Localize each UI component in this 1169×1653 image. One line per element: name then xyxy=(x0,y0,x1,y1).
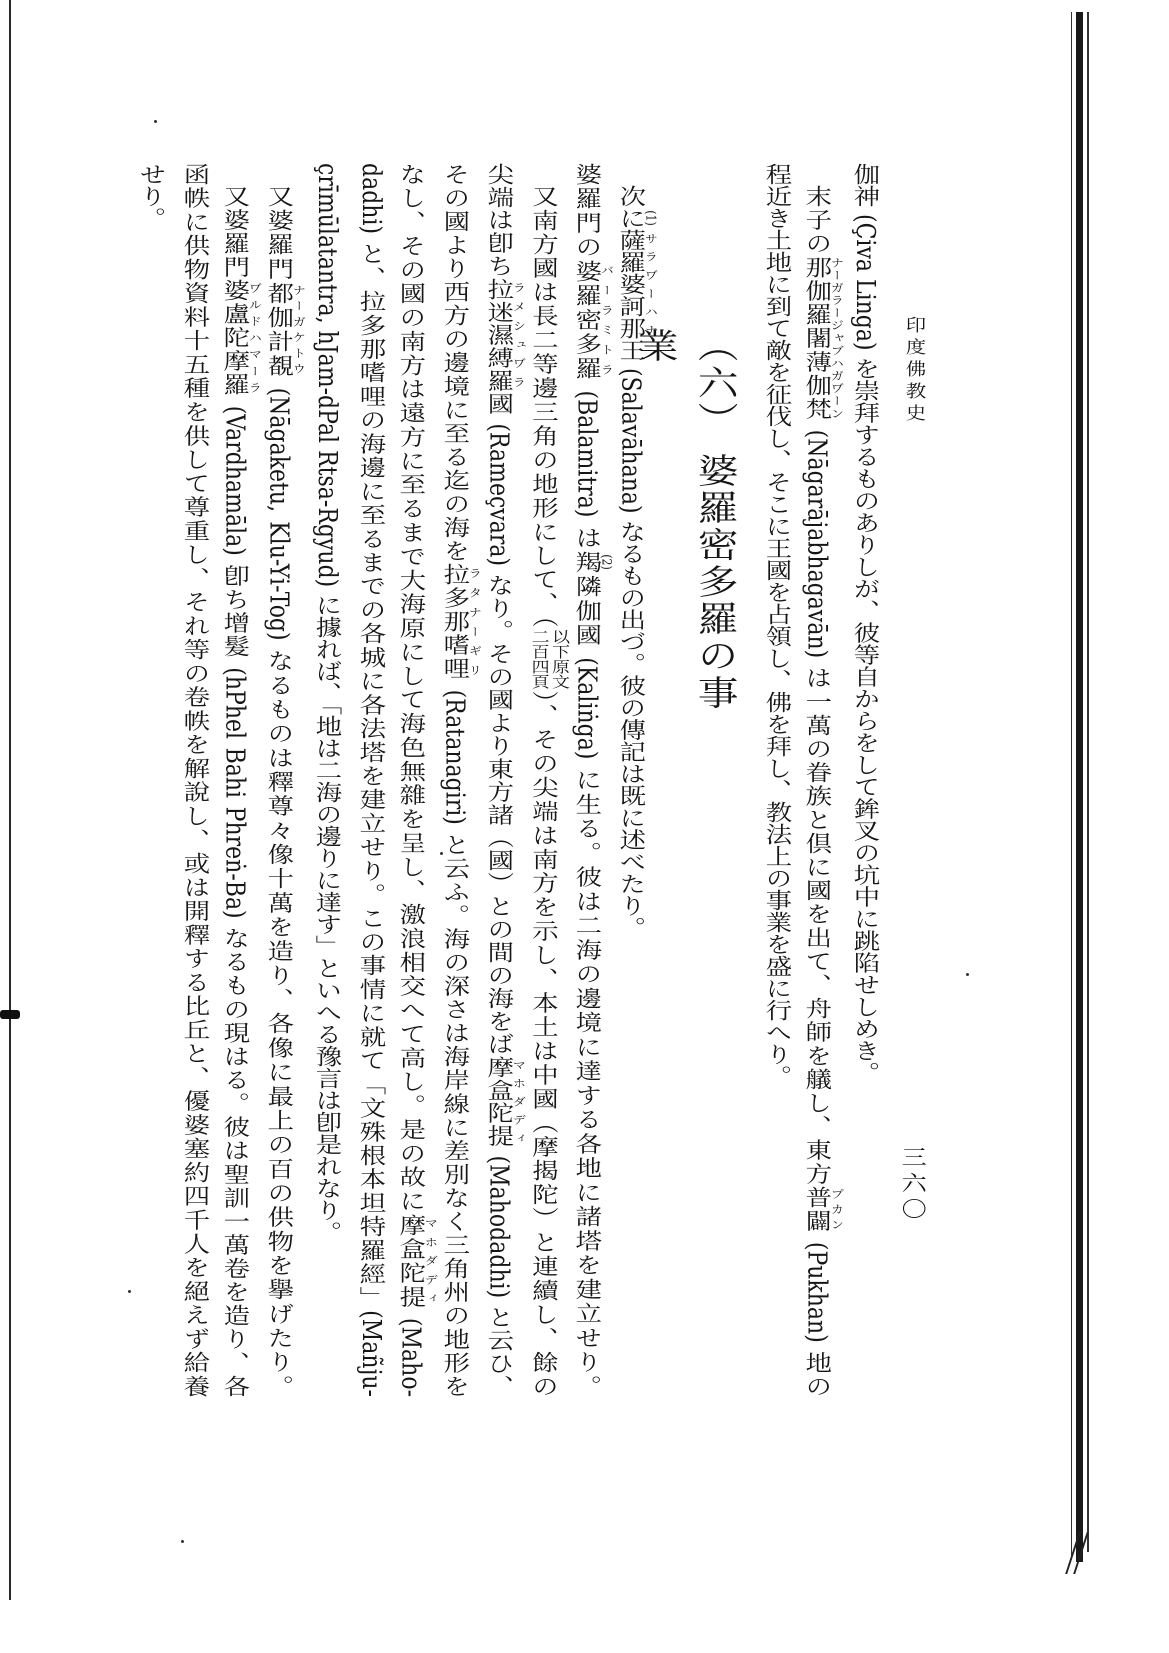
scan-speck xyxy=(966,973,969,976)
text-run: 尖端は卽ち xyxy=(483,163,514,278)
binding-line xyxy=(1071,12,1072,1557)
furigana: マホダディ xyxy=(423,1213,439,1308)
inline-note xyxy=(529,629,570,689)
scan-left-edge-line xyxy=(9,0,11,1600)
text-run: (Mahodadhi) と云ひ、 xyxy=(483,1147,514,1398)
ruby-base: 都伽計覩 xyxy=(263,281,294,379)
ruby-base: 婆羅密多羅 xyxy=(571,260,602,382)
text-run: 隣伽國 (Kaliṅga) に生る。彼は二海の邊境に達する各地に諸塔を建立せり。 xyxy=(571,575,602,1397)
text-line xyxy=(346,163,394,1397)
furigana: マホダディ xyxy=(511,1055,527,1147)
text-line xyxy=(566,163,614,1397)
section-heading xyxy=(630,328,744,748)
furigana: プカン xyxy=(829,1186,845,1232)
text-run: その國より西方の邊境に至る迄の海を xyxy=(439,163,470,564)
text-run: 又婆羅門 xyxy=(219,185,250,280)
text-line xyxy=(126,163,174,1397)
text-run: 婆羅門の xyxy=(571,163,602,261)
furigana: ラタナーギリ xyxy=(467,563,483,680)
text-run: (Ratanagiri) と云ふ。海の深さは海岸線に差別なく三角州の地形を xyxy=(439,681,470,1398)
scan-speck xyxy=(154,120,157,123)
ruby-annotated-word xyxy=(483,1055,527,1148)
scan-speck xyxy=(181,1540,184,1543)
ruby-base: 摩盒陀提 xyxy=(395,1213,426,1310)
text-run: (Balamitra) は xyxy=(571,381,602,551)
furigana: (2) xyxy=(599,551,615,573)
binding-line xyxy=(1087,12,1089,1552)
text-line xyxy=(840,163,888,1397)
furigana: ラメシュヷラ xyxy=(511,277,527,392)
text-run: 伽神 (Çiva Linga) を崇拜するものありしが、彼等自からをして鉾叉の坑中に跳陷せしめき。 xyxy=(849,163,880,1084)
ruby-base: 普闢 xyxy=(801,1186,832,1234)
ruby-annotated-word xyxy=(571,260,615,382)
ruby-base: 羯 xyxy=(571,551,602,576)
scan-smudge xyxy=(0,1010,20,1019)
running-head-title: 印度佛教史 xyxy=(901,316,925,426)
text-run: 末子の xyxy=(801,185,832,256)
text-run: (Maho- xyxy=(395,1309,426,1398)
text-run: 程近き土地に到て敵を征伐し、そこに王國を占領し、佛を拜し、教法上の事業を盛に行へり。 xyxy=(761,163,792,1087)
text-line xyxy=(478,163,526,1397)
furigana: ヷルドハマーラ xyxy=(247,279,263,396)
ruby-base: 拉多那嗜哩 xyxy=(439,563,470,682)
text-line xyxy=(796,163,844,1397)
text-line xyxy=(752,163,800,1397)
ruby-annotated-word xyxy=(615,207,659,229)
text-run: 又婆羅門 xyxy=(263,185,294,282)
text-line xyxy=(610,163,658,1397)
ruby-annotated-word xyxy=(801,255,845,422)
ruby-base: 那伽羅闍薄伽梵 xyxy=(801,255,832,422)
furigana: ナーガラージャブハガヷーン xyxy=(829,255,845,420)
ruby-annotated-word xyxy=(801,1186,845,1234)
text-run: 次 xyxy=(615,185,646,207)
text-line xyxy=(302,163,350,1397)
text-line xyxy=(522,163,570,1397)
text-run: せり。 xyxy=(135,163,166,229)
ruby-annotated-word xyxy=(263,281,307,379)
ruby-base: 薩羅婆訶那 xyxy=(615,229,646,339)
text-run: çrīmūlatantra, hJam-dPal Rtsa-Rgyud) に據れば、「地は二海の邊りに達す」といへる豫言は卽是れなり。 xyxy=(311,163,342,1244)
ruby-annotated-word xyxy=(439,563,483,682)
ruby-annotated-word xyxy=(219,279,263,398)
text-run: (Pukhan) 地の xyxy=(801,1233,832,1397)
ruby-base: に xyxy=(615,207,646,229)
ruby-base: 摩盒陀提 xyxy=(483,1055,514,1148)
text-run: dadhi) と、拉多那嗜哩の海邊に至るまでの各城に各法塔を建立せり。この事情に就て「文殊根本坦特羅經」(Mañju- xyxy=(355,163,386,1397)
text-run: ）、その尖端は南方を示し、本土は中國（摩揭陀）と連續し、餘の xyxy=(528,689,558,1398)
ruby-annotated-word xyxy=(395,1213,439,1310)
text-run: 王 (Salavāhana) なるもの出づ。彼の傳記は既に述べたり。 xyxy=(615,339,646,939)
text-run: (Nāgaketu, Klu-Yi-Tog) なるものは釋尊々像十萬を造り、各像に最上の百の供物を擧げたり。 xyxy=(263,378,294,1398)
text-line xyxy=(390,163,438,1397)
page-number: 三六〇 xyxy=(898,1146,928,1224)
furigana: (1) xyxy=(643,207,659,229)
text-line xyxy=(434,163,482,1397)
section-number: （六） xyxy=(690,328,738,439)
binding-line-thick xyxy=(1076,12,1083,1562)
ruby-annotated-word xyxy=(615,229,659,339)
furigana: ナーガケトウ xyxy=(291,281,307,377)
text-line xyxy=(170,163,218,1397)
ruby-annotated-word xyxy=(483,277,527,393)
inline-note-line: 以下原文 xyxy=(549,629,572,690)
text-run: (Vardhamāla) 卽ち增髮 (hPhel Bahi Phreṅ-Ba) なるもの現はる。彼は聖訓一萬卷を造り、各 xyxy=(219,397,250,1398)
ruby-base: 婆盧陀摩羅 xyxy=(219,279,250,398)
text-run: なし、その國の南方は遠方に至るまで大海原にして海色無雜を呈し、激浪相交へて高し。是の故に xyxy=(395,163,426,1214)
text-run: 函帙に供物資料十五種を供して尊重し、それ等の卷帙を解說し、或は開釋する比丘と、優婆塞約四千人を絕えず給養 xyxy=(179,163,210,1398)
text-run: (Nāgarājabhagavān) は一萬の眷族と倶に國を出て、舟師を艤し、東方 xyxy=(801,421,832,1187)
ruby-base: 拉迷濕縛羅 xyxy=(483,277,514,393)
text-line xyxy=(214,163,262,1397)
furigana: サラヷーハナ xyxy=(643,229,659,339)
text-line xyxy=(258,163,306,1397)
inline-note-line: 二百四頁 xyxy=(529,629,551,690)
ruby-annotated-word xyxy=(571,551,615,576)
section-title: 婆羅密多羅の事業 xyxy=(630,328,738,712)
furigana: バーラミトラ xyxy=(599,260,615,380)
text-run: 國 (Rameçvara) なり。その國より東方諸（國）との間の海をば xyxy=(483,392,514,1056)
text-run: 又南方國は長二等邊三角の地形にして、（ xyxy=(528,185,558,630)
